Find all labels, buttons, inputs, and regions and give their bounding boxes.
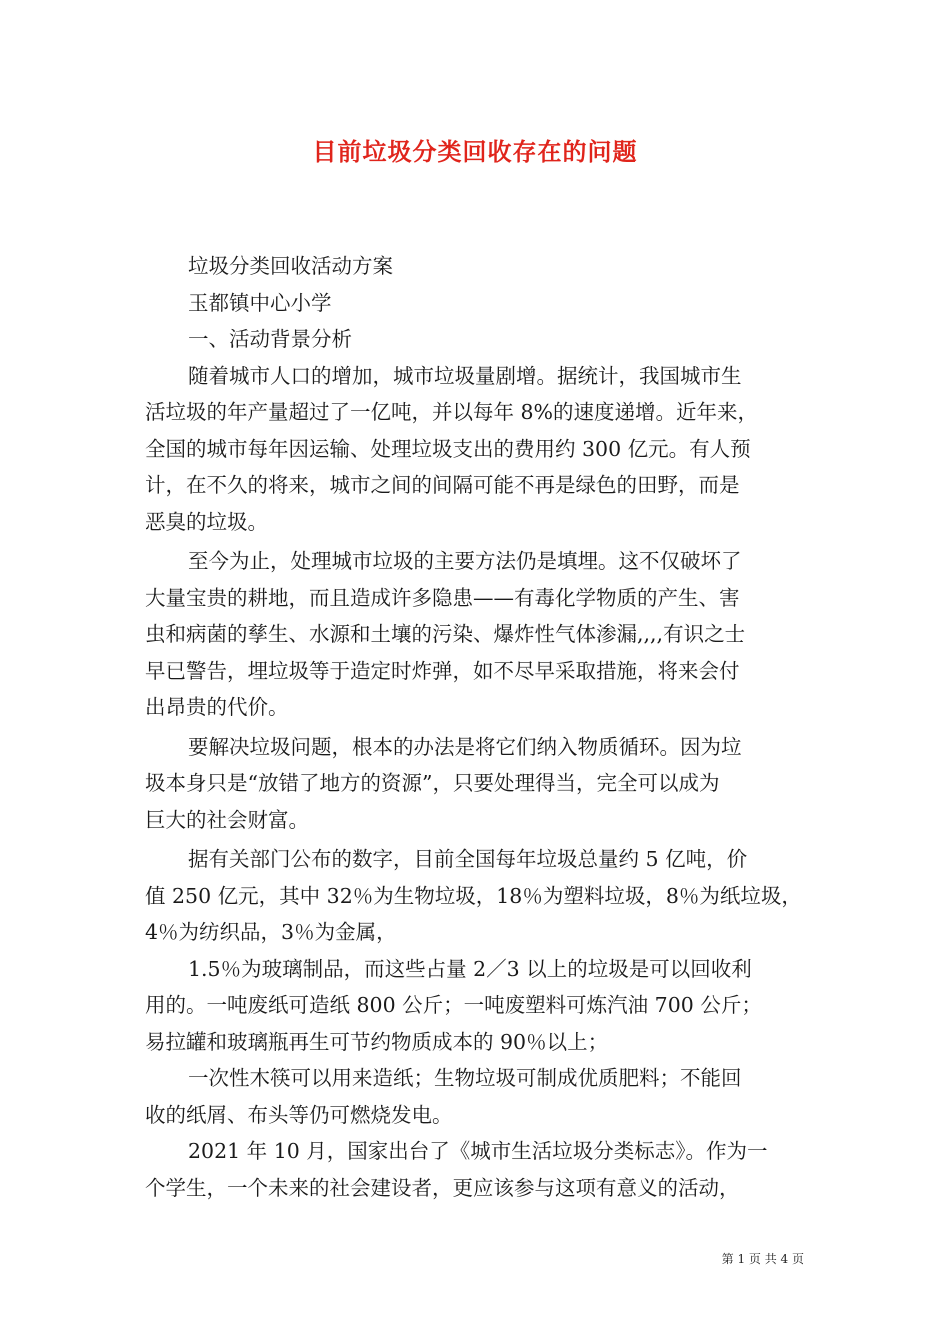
- line-plan-title: 垃圾分类回收活动方案: [188, 254, 393, 278]
- paragraph-line: 4％为纺织品，3％为金属，: [145, 920, 397, 944]
- paragraph-line: 圾本身只是“放错了地方的资源”，只要处理得当，完全可以成为: [145, 771, 720, 795]
- page-number: 第 1 页 共 4 页: [721, 1252, 804, 1266]
- paragraph-line: 一次性木筷可以用来造纸；生物垃圾可制成优质肥料；不能回: [188, 1066, 742, 1090]
- paragraph-line: 要解决垃圾问题，根本的办法是将它们纳入物质循环。因为垃: [188, 734, 742, 759]
- paragraph-line: 值 250 亿元，其中 32％为生物垃圾，18％为塑料垃圾，8％为纸垃圾，: [145, 883, 802, 908]
- line-section-heading: 一、活动背景分析: [188, 327, 352, 351]
- paragraph-line: 用的。一吨废纸可造纸 800 公斤；一吨废塑料可炼汽油 700 公斤；: [145, 993, 762, 1017]
- page-title: 目前垃圾分类回收存在的问题: [312, 138, 638, 166]
- paragraph-line: 活垃圾的年产量超过了一亿吨，并以每年 8%的速度递增。近年来，: [145, 400, 759, 424]
- document-body: [145, 248, 807, 1206]
- paragraph-line: 虫和病菌的孳生、水源和土壤的污染、爆炸性气体渗漏,,,,有识之士: [145, 622, 746, 646]
- paragraph-line: 个学生，一个未来的社会建设者，更应该参与这项有意义的活动，: [145, 1175, 740, 1200]
- paragraph-line: 据有关部门公布的数字，目前全国每年垃圾总量约 5 亿吨，价: [188, 847, 748, 871]
- line-school: 玉都镇中心小学: [188, 290, 332, 315]
- paragraph-line: 恶臭的垃圾。: [145, 509, 268, 534]
- paragraph-line: 易拉罐和玻璃瓶再生可节约物质成本的 90％以上；: [145, 1029, 609, 1054]
- paragraph-line: 至今为止，处理城市垃圾的主要方法仍是填埋。这不仅破坏了: [188, 549, 742, 573]
- paragraph-line: 计，在不久的将来，城市之间的间隔可能不再是绿色的田野，而是: [145, 473, 740, 497]
- paragraph-line: 大量宝贵的耕地，而且造成许多隐患——有毒化学物质的产生、害: [145, 585, 740, 610]
- paragraph-line: 巨大的社会财富。: [145, 807, 309, 832]
- paragraph-line: 1.5％为玻璃制品，而这些占量 2／3 以上的垃圾是可以回收利: [188, 956, 752, 981]
- paragraph-line: 出昂贵的代价。: [145, 695, 289, 719]
- paragraph-line: 早已警告，埋垃圾等于造定时炸弹，如不尽早采取措施，将来会付: [145, 658, 740, 683]
- paragraph-line: 随着城市人口的增加，城市垃圾量剧增。据统计，我国城市生: [188, 363, 742, 388]
- paragraph-line: 全国的城市每年因运输、处理垃圾支出的费用约 300 亿元。有人预: [145, 436, 751, 461]
- paragraph-line: 2021 年 10 月，国家出台了《城市生活垃圾分类标志》。作为一: [188, 1139, 768, 1163]
- paragraph-line: 收的纸屑、布头等仍可燃烧发电。: [145, 1102, 453, 1127]
